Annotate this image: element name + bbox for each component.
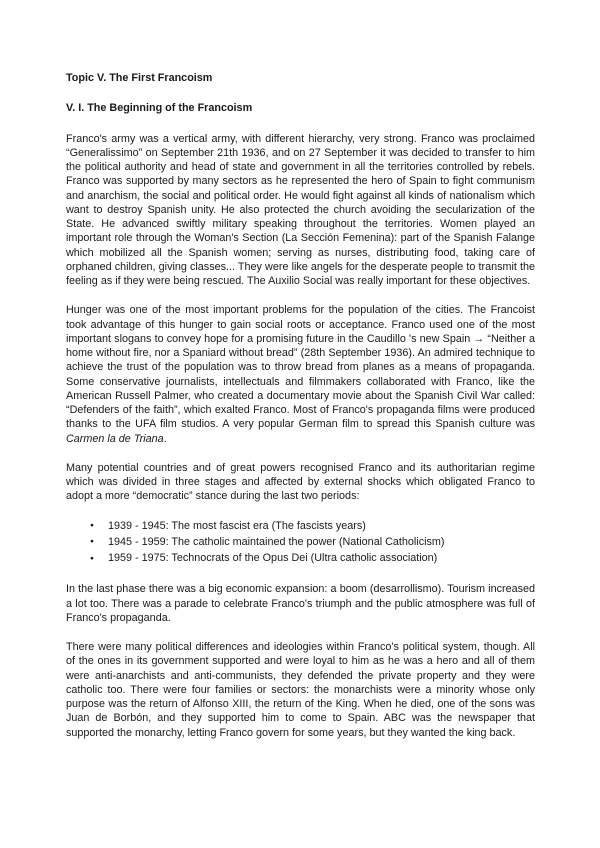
paragraph-political-differences: There were many political differences and ideologies within Franco's political system, though. All of the ones in its government supported and were loyal to him as he was a hero and all of them were anti-anarchists and anti-communists, they defended the private property and they were catholic too. There were four families or sectors: the monarchists were a minority whose only purpose was the return of Alfonso XIII, the return of the King. When he died, one of the sons was Juan de Borbón, and they supported him to come to Spain. ABC was the newspaper that supported the monarchy, letting Franco govern for some years, but they wanted the king back.: [66, 641, 535, 739]
paragraph-hunger-propaganda: [66, 303, 535, 446]
periods-list: [66, 519, 535, 568]
bullet-icon: ●: [90, 522, 94, 529]
list-item-text: 1959 - 1975: Technocrats of the Opus Dei (Ultra catholic association): [108, 552, 438, 564]
paragraph-hunger-text: Hunger was one of the most important problems for the population of the cities. The Francoist took advantage of this hunger to gain social roots or acceptance. Franco used one of the most important slogans to convey hope for a promising future in the Caudillo 's new Spain → “Neither a home without fire, nor a Spaniard without bread” (28th September 1936). An admired technique to achieve the trust of the population was to throw bread from planes as a means of propaganda. Some conservative journalists, intellectuals and filmmakers collaborated with Franco, like the American Russell Palmer, who created a documentary movie about the Spanish Civil War called: “Defenders of the faith”, which exalted Franco. Most of Franco's propaganda films were produced thanks to the UFA film studios. A very popular German film to spread this Spanish culture was: [66, 304, 535, 431]
section-heading: V. I. The Beginning of the Francoism: [66, 102, 253, 115]
list-item-period-3: [90, 551, 535, 567]
bullet-icon: ●: [90, 538, 94, 546]
list-item-period-1: [90, 519, 535, 535]
paragraph-hunger-end: .: [163, 432, 167, 445]
document-title: Topic V. The First Francoism: [66, 72, 213, 84]
list-item-period-2: [90, 535, 535, 551]
paragraph-economic-expansion: In the last phase there was a big economic expansion: a boom (desarrollismo). Tourism increased a lot too. There was a parade to celebrate Franco's triumph and the public atmosphere was full of Franco's propaganda.: [66, 583, 535, 624]
paragraph-franco-army: Franco's army was a vertical army, with different hierarchy, very strong. Franco was proclaimed “Generalissimo” on September 21th 1936, and on 27 September it was decided to transfer to him the political authority and head of state and government in all the territories controlled by rebels. Franco was supported by many sectors as he represented the hero of Spain to fight communism and anarchism, the social and political order. He would fight against all kinds of nationalism which want to destroy Spanish unity. He also protected the church avoiding the secularization of the State. He advanced swiftly military speaking throughout the territories. Women played an important role through the Woman's Section (La Sección Femenina): part of the Spanish Falange which mobilized all the Spanish women; serving as nurses, distributing food, taking care of orphaned children, giving classes... They were like angels for the desperate people to transmit the feeling as if they were being rescued. The Auxilio Social was really important for these objectives.: [66, 132, 535, 287]
list-item-text: 1945 - 1959: The catholic maintained the power (National Catholicism): [108, 535, 445, 548]
film-title-italic: Carmen la de Triana: [66, 432, 164, 445]
bullet-icon: ●: [90, 554, 94, 562]
paragraph-recognition-stages: Many potential countries and of great powers recognised Franco and its authoritarian regime which was divided in three stages and affected by external shocks which obligated Franco to adopt a more “democratic” stance during the last two periods:: [66, 461, 535, 503]
list-item-text: 1939 - 1945: The most fascist era (The fascists years): [108, 519, 366, 532]
